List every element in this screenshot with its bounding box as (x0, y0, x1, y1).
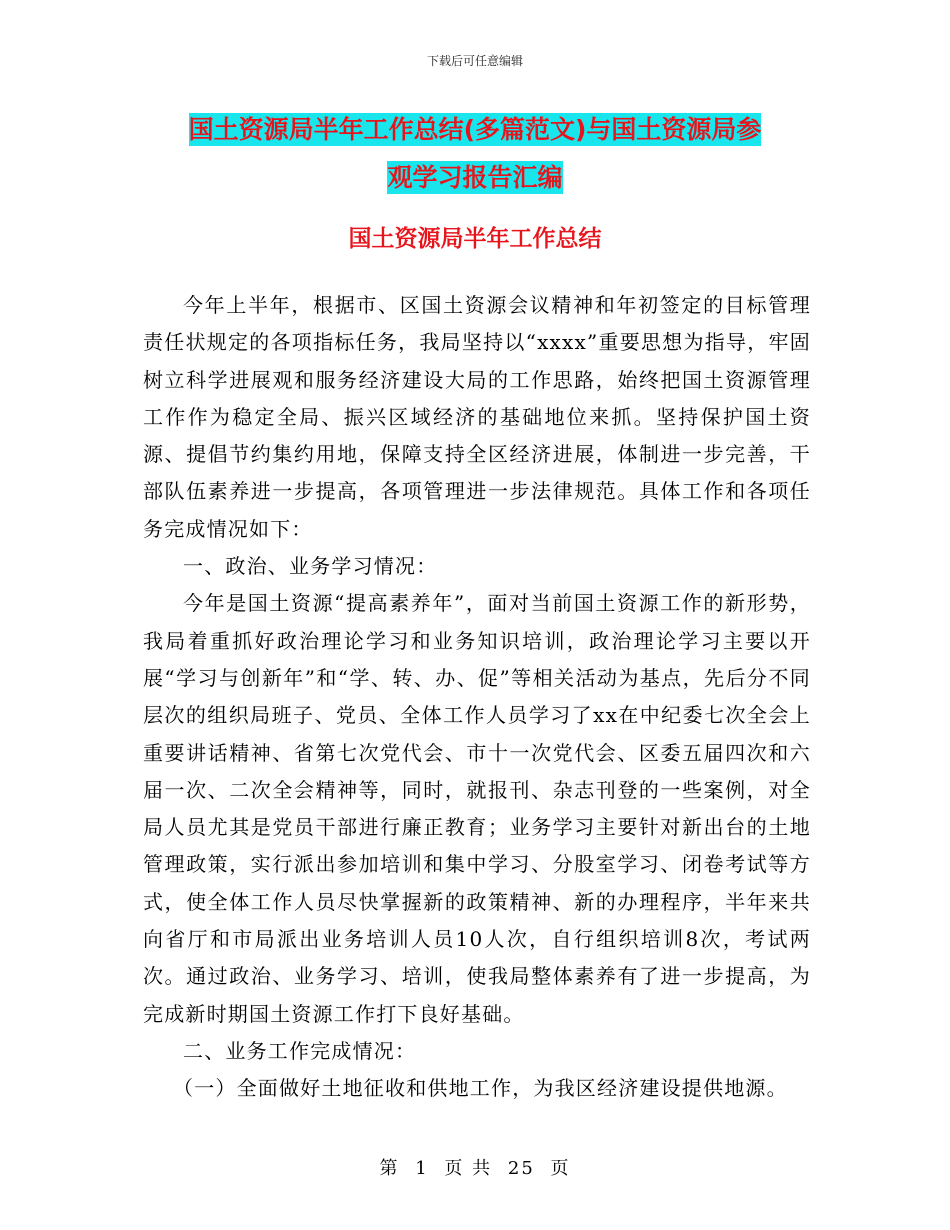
title-line-1: 国土资源局半年工作总结(多篇范文)与国土资源局参 (188, 115, 762, 144)
section-title: 国土资源局半年工作总结 (348, 226, 602, 252)
body-text (143, 287, 811, 1108)
paragraph-study: 今年是国土资源“提高素养年”，面对当前国土资源工作的新形势，我局着重抓好政治理论学习和业务知识培训，政治理论学习主要以开展“学习与创新年”和“学、转、办、促”等相关活动为基点，先后分不同层次的组织局班子、党员、全体工作人员学习了xx在中纪委七次全会上重要讲话精神、省第七次党代会、市十一次党代会、区委五届四次和六届一次、二次全会精神等，同时，就报刊、杂志刊登的一些案例，对全局人员尤其是党员干部进行廉正教育；业务学习主要针对新出台的土地管理政策，实行派出参加培训和集中学习、分股室学习、闭卷考试等方式，使全体工作人员尽快掌握新的政策精神、新的办理程序，半年来共向省厅和市局派出业务培训人员10人次，自行组织培训8次，考试两次。通过政治、业务学习、培训，使我局整体素养有了进一步提高，为完成新时期国土资源工作打下良好基础。 (143, 591, 811, 1026)
document-title (140, 106, 810, 202)
page-footer (0, 1154, 950, 1180)
heading-work: 二、业务工作完成情况： (183, 1038, 417, 1063)
footer-suffix: 页 (550, 1158, 571, 1179)
paragraph-intro: 今年上半年，根据市、区国土资源会议精神和年初签定的目标管理责任状规定的各项指标任务，我局坚持以“xxxx”重要思想为指导，牢固树立科学进展观和服务经济建设大局的工作思路，始终把国土资源管理工作作为稳定全局、振兴区域经济的基础地位来抓。坚持保护国土资源、提倡节约集约用地，保障支持全区经济进展，体制进一步完善，干部队伍素养进一步提高，各项管理进一步法律规范。具体工作和各项任务完成情况如下： (143, 293, 811, 541)
subheading-land: （一）全面做好土地征收和供地工作，为我区经济建设提供地源。 (173, 1076, 788, 1101)
footer-total-pages: 25 (507, 1158, 535, 1179)
title-line-2: 观学习报告汇编 (387, 163, 563, 192)
footer-mid: 页 共 (444, 1158, 493, 1179)
heading-study: 一、政治、业务学习情况： (183, 554, 438, 579)
footer-current-page: 1 (415, 1158, 429, 1179)
header-note: 下载后可任意编辑 (426, 54, 523, 68)
footer-prefix: 第 (379, 1158, 400, 1179)
